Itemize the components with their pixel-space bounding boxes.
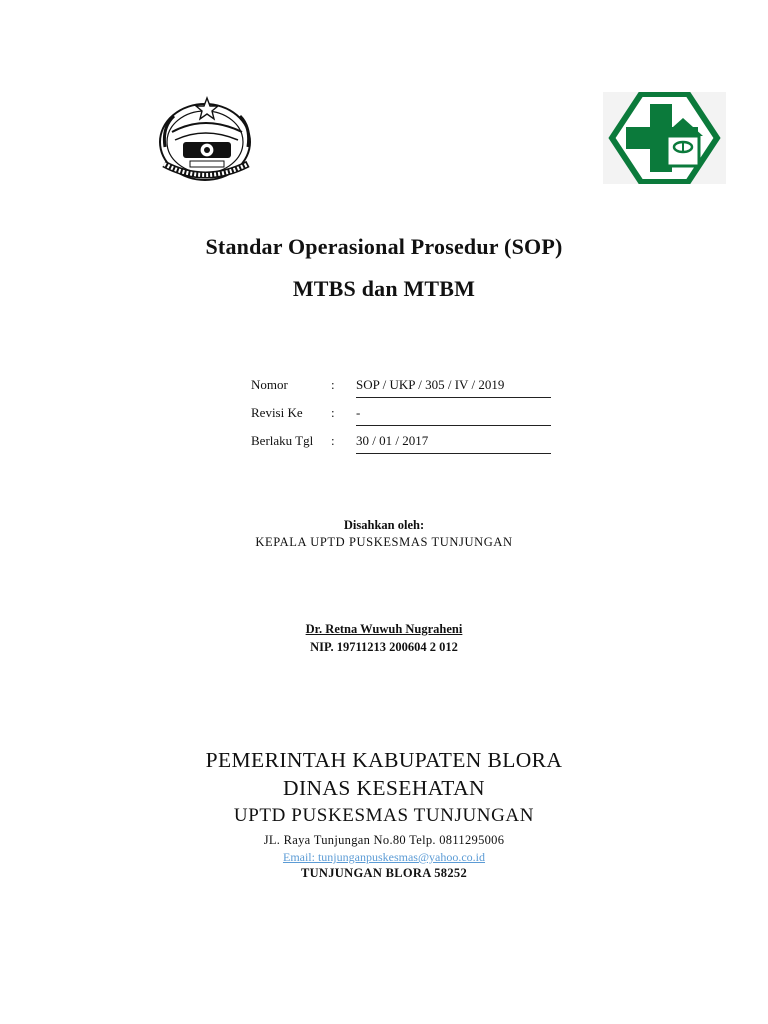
approved-by-label: Disahkan oleh: <box>343 518 425 532</box>
email-link[interactable]: Email: tunjunganpuskesmas@yahoo.co.id <box>282 850 486 864</box>
berlaku-label: Berlaku Tgl <box>251 433 314 448</box>
berlaku-underline <box>356 453 551 454</box>
berlaku-value: 30 / 01 / 2017 <box>356 433 429 448</box>
document-subtitle: MTBS dan MTBM <box>292 276 476 301</box>
nomor-label: Nomor <box>251 377 288 392</box>
nomor-underline <box>356 397 551 398</box>
city-postal: TUNJUNGAN BLORA 58252 <box>300 866 468 880</box>
nomor-colon: : <box>331 377 335 392</box>
approver-role: KEPALA UPTD PUSKESMAS TUNJUNGAN <box>255 535 513 549</box>
document-title: Standar Operasional Prosedur (SOP) <box>205 234 563 259</box>
unit-name: UPTD PUSKESMAS TUNJUNGAN <box>233 805 535 826</box>
department-name: DINAS KESEHATAN <box>283 776 485 800</box>
revisi-label: Revisi Ke <box>251 405 303 420</box>
revisi-underline <box>356 425 551 426</box>
puskesmas-logo <box>603 92 726 184</box>
revisi-colon: : <box>331 405 335 420</box>
nomor-value: SOP / UKP / 305 / IV / 2019 <box>356 377 505 392</box>
regional-emblem-logo <box>150 92 268 184</box>
government-name: PEMERINTAH KABUPATEN BLORA <box>205 748 563 772</box>
signer-nip: NIP. 19711213 200604 2 012 <box>310 640 458 654</box>
puskesmas-logo-icon <box>603 92 726 184</box>
berlaku-colon: : <box>331 433 335 448</box>
regional-emblem-icon <box>150 92 268 184</box>
address-line: JL. Raya Tunjungan No.80 Telp. 0811295006 <box>263 833 505 847</box>
signer-name: Dr. Retna Wuwuh Nugraheni <box>305 622 463 636</box>
revisi-value: - <box>356 405 361 420</box>
